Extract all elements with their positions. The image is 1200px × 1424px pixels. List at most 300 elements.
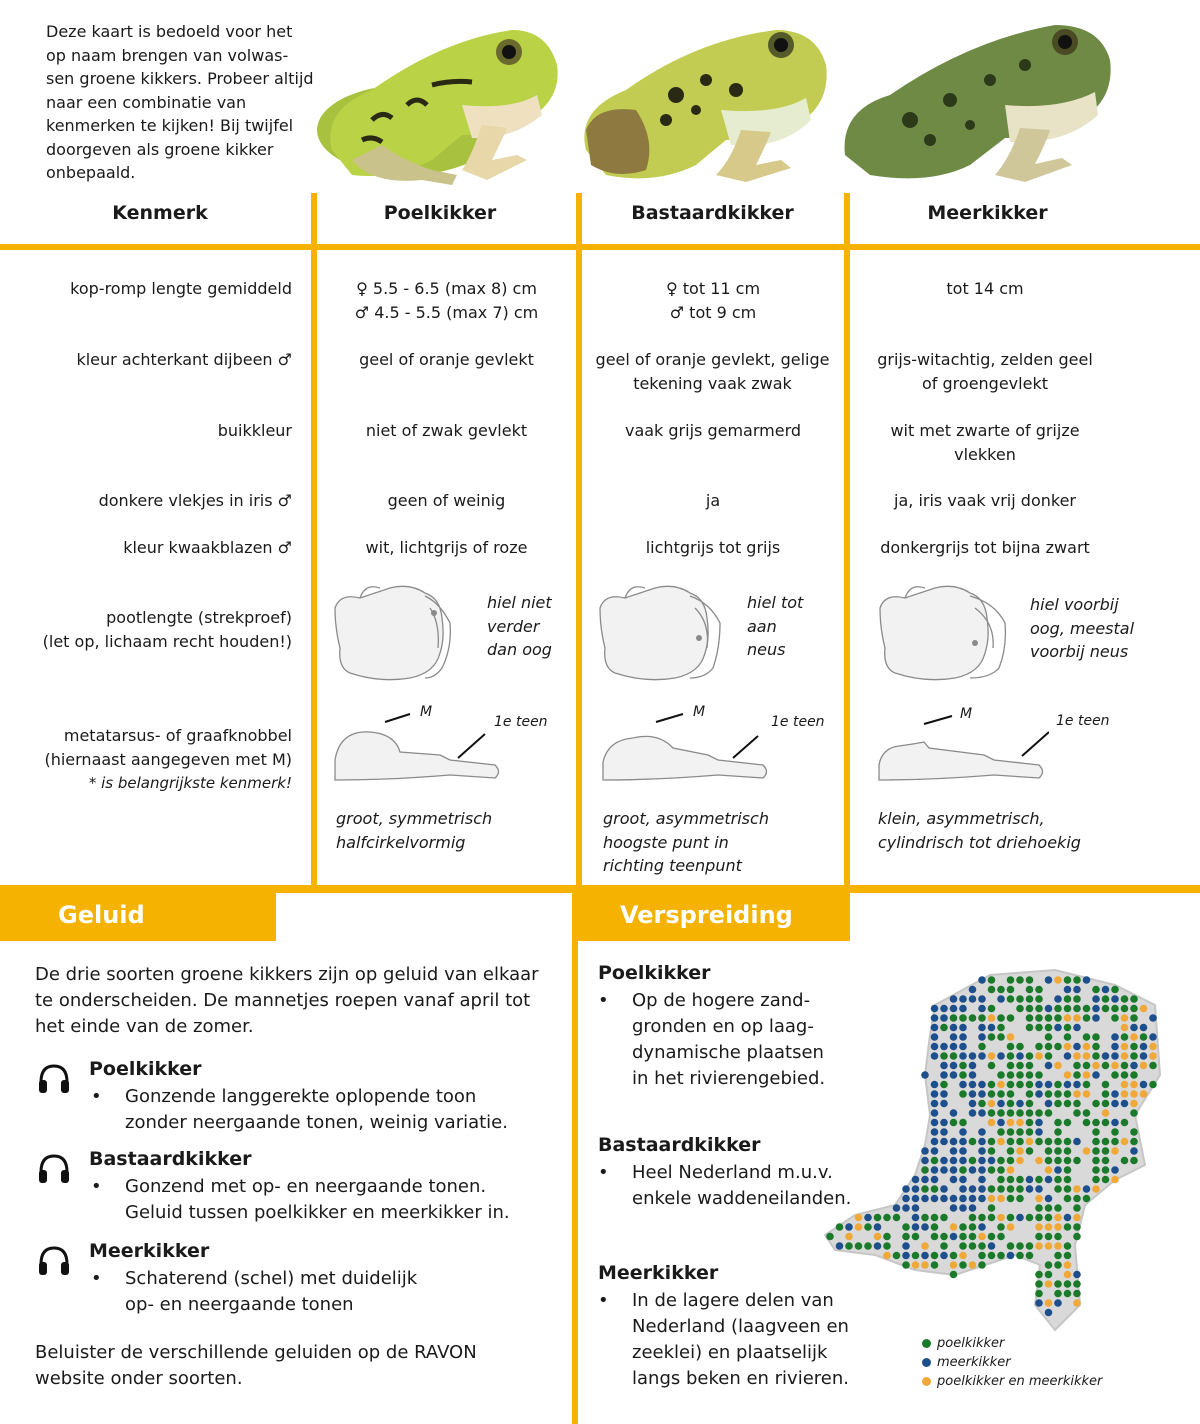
map-dot: [912, 1261, 920, 1269]
row-label-poot: pootlengte (strekproef) (let op, lichaam recht houden!): [42, 608, 292, 651]
map-dot: [959, 1147, 967, 1155]
map-dot: [1007, 1252, 1015, 1260]
map-dot: [1045, 1052, 1053, 1060]
map-dot: [1007, 1109, 1015, 1117]
map-dot: [969, 1071, 977, 1079]
map-dot: [1102, 986, 1110, 994]
map-dot: [1102, 1166, 1110, 1174]
map-dot: [1054, 1090, 1062, 1098]
map-dot: [969, 1195, 977, 1203]
map-dot: [883, 1233, 891, 1241]
map-dot: [1026, 1242, 1034, 1250]
map-dot: [1035, 1005, 1043, 1013]
map-dot: [1054, 1176, 1062, 1184]
map-dot: [1035, 1052, 1043, 1060]
map-dot: [978, 1195, 986, 1203]
map-dot: [1054, 1081, 1062, 1089]
map-dot: [1073, 1233, 1081, 1241]
map-dot: [1035, 1204, 1043, 1212]
map-dot: [1083, 1185, 1091, 1193]
map-dot: [902, 1204, 910, 1212]
map-dot: [1083, 1081, 1091, 1089]
map-dot: [988, 1204, 996, 1212]
map-dot: [1064, 1071, 1072, 1079]
map-dot: [1130, 1147, 1138, 1155]
map-dot: [921, 1147, 929, 1155]
map-dot: [912, 1176, 920, 1184]
map-dot: [988, 1052, 996, 1060]
map-dot: [921, 1185, 929, 1193]
map-dot: [959, 1195, 967, 1203]
map-dot: [1064, 1081, 1072, 1089]
map-dot: [969, 1109, 977, 1117]
map-dot: [1092, 1062, 1100, 1070]
map-dot: [1026, 1100, 1034, 1108]
map-dot: [969, 1157, 977, 1165]
map-dot: [1102, 1005, 1110, 1013]
map-dot: [1149, 1043, 1157, 1051]
map-dot: [1064, 1214, 1072, 1222]
geluid-poel-text: [91, 1084, 525, 1136]
map-dot: [1026, 1252, 1034, 1260]
versp-bastaard-title: Bastaardkikker: [598, 1134, 761, 1156]
map-dot: [978, 1214, 986, 1222]
map-dot: [978, 1138, 986, 1146]
map-dot: [1092, 986, 1100, 994]
map-dot: [1083, 1014, 1091, 1022]
map-dot: [969, 1138, 977, 1146]
map-dot: [940, 1185, 948, 1193]
map-dot: [950, 1176, 958, 1184]
map-dot: [1073, 1195, 1081, 1203]
map-dot: [1092, 1043, 1100, 1051]
map-dot: [1035, 1071, 1043, 1079]
map-dot: [931, 1147, 939, 1155]
map-dot: [1102, 1138, 1110, 1146]
map-dot: [940, 1128, 948, 1136]
map-dot: [988, 1147, 996, 1155]
map-dot: [1007, 1242, 1015, 1250]
map-dot: [921, 1195, 929, 1203]
meer-knobbel: klein, asymmetrisch, cylindrisch tot driehoekig: [878, 809, 1081, 852]
map-dot: [988, 1014, 996, 1022]
map-dot: [1073, 1024, 1081, 1032]
map-dot: [902, 1242, 910, 1250]
map-dot: [1035, 1157, 1043, 1165]
map-dot: [1054, 995, 1062, 1003]
map-dot: [969, 1052, 977, 1060]
map-dot: [978, 1090, 986, 1098]
map-dot: [940, 1005, 948, 1013]
row-label-iris: donkere vlekjes in iris ♂: [98, 491, 292, 510]
map-dot: [1026, 1024, 1034, 1032]
map-dot: [931, 1119, 939, 1127]
map-dot: [940, 1100, 948, 1108]
map-dot: [1054, 1280, 1062, 1288]
map-dot: [959, 995, 967, 1003]
map-dot: [997, 1100, 1005, 1108]
map-dot: [874, 1233, 882, 1241]
map-dot: [959, 1043, 967, 1051]
row-label-knobbel-2: (hiernaast aangegeven met M): [44, 750, 292, 769]
map-dot: [988, 1138, 996, 1146]
map-dot: [931, 1014, 939, 1022]
map-dot: [1140, 1062, 1148, 1070]
bullet: •: [598, 1162, 609, 1183]
map-dot: [1130, 995, 1138, 1003]
map-dot: [1092, 1176, 1100, 1184]
map-dot: [1092, 1119, 1100, 1127]
map-dot: [1045, 1024, 1053, 1032]
map-dot: [1045, 1242, 1053, 1250]
row-label-buik: buikkleur: [217, 421, 292, 440]
intro-text: Deze kaart is bedoeld voor het op naam brengen van volwas-sen groene kikkers. Probeer altijd naar een combinatie van kenmerken te kijken! Bij twijfel doorgeven als groene kikker onbepaald.: [46, 22, 314, 182]
map-dot: [1054, 976, 1062, 984]
map-dot: [959, 1128, 967, 1136]
map-dot: [1054, 1043, 1062, 1051]
map-dot: [959, 1052, 967, 1060]
map-dot: [940, 1081, 948, 1089]
map-dot: [1111, 1147, 1119, 1155]
map-dot: [1092, 995, 1100, 1003]
map-dot: [1073, 1290, 1081, 1298]
map-dot: [1007, 1214, 1015, 1222]
map-dot: [959, 1024, 967, 1032]
foot-drawing-poel: [330, 710, 505, 790]
header-meerkikker: Meerkikker: [927, 202, 1048, 224]
meer-teen-label: 1e teen: [1056, 713, 1110, 729]
map-dot: [959, 1138, 967, 1146]
map-dot: [950, 1014, 958, 1022]
map-dot: [1026, 1090, 1034, 1098]
map-dot: [1064, 995, 1072, 1003]
bullet: •: [598, 1290, 609, 1311]
map-dot: [1045, 1223, 1053, 1231]
map-dot: [1064, 1090, 1072, 1098]
map-dot: [959, 1185, 967, 1193]
map-dot: [997, 1071, 1005, 1079]
map-dot: [1035, 1242, 1043, 1250]
map-dot: [864, 1223, 872, 1231]
map-dot: [1130, 1062, 1138, 1070]
map-dot: [1064, 1185, 1072, 1193]
row-label-dijbeen: kleur achterkant dijbeen ♂: [76, 350, 292, 369]
map-dot: [978, 1166, 986, 1174]
map-dot: [940, 1195, 948, 1203]
map-dot: [950, 1138, 958, 1146]
map-dot: [969, 1204, 977, 1212]
map-dot: [940, 1024, 948, 1032]
map-dot: [1111, 1128, 1119, 1136]
map-dot: [893, 1204, 901, 1212]
map-dot: [1007, 1033, 1015, 1041]
map-dot: [1007, 976, 1015, 984]
map-dot: [1007, 1223, 1015, 1231]
frog-image-bastaardkikker: [576, 10, 838, 190]
frog-image-poelkikker: [312, 10, 574, 190]
map-dot: [1102, 1100, 1110, 1108]
map-dot: [988, 1090, 996, 1098]
map-dot: [1026, 976, 1034, 984]
map-dot: [1016, 1081, 1024, 1089]
map-dot: [1064, 986, 1072, 994]
map-dot: [997, 1214, 1005, 1222]
map-dot: [1092, 1033, 1100, 1041]
map-dot: [845, 1233, 853, 1241]
map-dot: [1073, 1071, 1081, 1079]
map-dot: [1073, 976, 1081, 984]
headphones-icon[interactable]: [36, 1060, 72, 1096]
map-dot: [950, 1271, 958, 1279]
map-dot: [931, 1252, 939, 1260]
map-dot: [978, 1128, 986, 1136]
map-dot: [1045, 1147, 1053, 1155]
map-dot: [1064, 1033, 1072, 1041]
map-dot: [1140, 1090, 1148, 1098]
map-dot: [931, 1043, 939, 1051]
map-dot: [1007, 1166, 1015, 1174]
map-dot: [959, 1204, 967, 1212]
map-dot: [1130, 1090, 1138, 1098]
map-dot: [931, 1109, 939, 1117]
map-dot: [978, 995, 986, 1003]
map-dot: [931, 1261, 939, 1269]
map-dot: [931, 1052, 939, 1060]
poel-iris: geen of weinig: [387, 491, 506, 510]
map-dot: [969, 1081, 977, 1089]
map-dot: [997, 1024, 1005, 1032]
map-dot: [997, 1109, 1005, 1117]
map-dot: [1054, 1005, 1062, 1013]
map-dot: [969, 1261, 977, 1269]
map-dot: [978, 1242, 986, 1250]
map-dot: [1016, 1185, 1024, 1193]
map-dot: [959, 1261, 967, 1269]
map-dot: [836, 1242, 844, 1250]
map-dot: [997, 1166, 1005, 1174]
map-dot: [950, 1033, 958, 1041]
map-dot: [959, 1252, 967, 1260]
bullet: •: [91, 1268, 102, 1289]
map-dot: [969, 1185, 977, 1193]
map-dot: [1016, 976, 1024, 984]
map-dot: [950, 1043, 958, 1051]
map-dot: [1121, 1014, 1129, 1022]
map-dot: [1007, 1157, 1015, 1165]
map-dot: [1111, 1176, 1119, 1184]
map-dot: [931, 1166, 939, 1174]
map-dot: [1026, 1062, 1034, 1070]
map-dot: [950, 1024, 958, 1032]
map-dot: [931, 1005, 939, 1013]
map-dot: [1111, 1166, 1119, 1174]
map-dot: [1064, 1166, 1072, 1174]
frog-image-meerkikker: [840, 10, 1125, 190]
map-dot: [1007, 1100, 1015, 1108]
map-dot: [988, 1157, 996, 1165]
map-dot: [997, 995, 1005, 1003]
map-dot: [1054, 1138, 1062, 1146]
map-dot: [1102, 1119, 1110, 1127]
poel-poot: hiel niet verder dan oog: [487, 593, 552, 659]
map-dot: [940, 1062, 948, 1070]
map-dot: [1121, 1043, 1129, 1051]
map-dot: [1111, 1138, 1119, 1146]
map-dot: [1140, 1024, 1148, 1032]
map-dot: [997, 1252, 1005, 1260]
map-dot: [969, 986, 977, 994]
headphones-icon[interactable]: [36, 1150, 72, 1186]
map-dot: [1035, 1119, 1043, 1127]
map-dot: [978, 1052, 986, 1060]
map-dot: [1064, 1005, 1072, 1013]
map-dot: [1035, 1233, 1043, 1241]
map-dot: [950, 1261, 958, 1269]
map-dot: [1026, 1071, 1034, 1079]
map-dot: [883, 1214, 891, 1222]
map-dot: [1054, 1223, 1062, 1231]
map-dot: [1026, 1005, 1034, 1013]
section-divider: [0, 885, 1200, 893]
map-dot: [950, 1109, 958, 1117]
map-dot: [988, 1195, 996, 1203]
map-dot: [931, 1138, 939, 1146]
map-dot: [1092, 1147, 1100, 1155]
map-dot: [1073, 1299, 1081, 1307]
map-dot: [1026, 1176, 1034, 1184]
map-dot: [1016, 1176, 1024, 1184]
map-dot: [988, 976, 996, 984]
map-dot: [921, 1214, 929, 1222]
map-dot: [950, 1005, 958, 1013]
map-dot: [1064, 1147, 1072, 1155]
map-dot: [1035, 1081, 1043, 1089]
poel-teen-label: 1e teen: [494, 714, 548, 730]
map-dot: [1045, 1005, 1053, 1013]
map-dot: [1121, 1033, 1129, 1041]
geluid-bastaard-text: [91, 1174, 535, 1226]
meer-kwaak: donkergrijs tot bijna zwart: [880, 538, 1090, 557]
map-dot: [978, 1043, 986, 1051]
map-dot: [1121, 1005, 1129, 1013]
headphones-icon[interactable]: [36, 1242, 72, 1278]
map-dot: [893, 1214, 901, 1222]
map-dot: [1073, 995, 1081, 1003]
map-dot: [1111, 986, 1119, 994]
map-dot: [1054, 1252, 1062, 1260]
map-dot: [988, 1252, 996, 1260]
map-dot: [969, 995, 977, 1003]
map-dot: [931, 1214, 939, 1222]
map-dot: [1111, 1071, 1119, 1079]
map-dot: [1035, 1138, 1043, 1146]
versp-meer-desc: In de lagere delen van Nederland (laagveen en zeeklei) en plaatselijk langs beken en rivieren.: [632, 1290, 849, 1389]
map-dot: [959, 1071, 967, 1079]
bastaard-kwaak: lichtgrijs tot grijs: [645, 538, 781, 557]
geluid-poel-desc: Gonzende langgerekte oplopende toon zonder neergaande tonen, weinig variatie.: [125, 1086, 508, 1133]
map-dot: [1073, 1138, 1081, 1146]
map-dot: [988, 1242, 996, 1250]
map-dot: [1016, 1109, 1024, 1117]
map-dot: [959, 1062, 967, 1070]
map-dot: [1007, 1071, 1015, 1079]
map-dot: [997, 1119, 1005, 1127]
map-dot: [1016, 1138, 1024, 1146]
map-dot: [950, 1233, 958, 1241]
map-dot: [1045, 1280, 1053, 1288]
map-dot: [1073, 1280, 1081, 1288]
map-dot: [969, 1166, 977, 1174]
poel-knobbel: groot, symmetrisch halfcirkelvormig: [336, 809, 493, 852]
map-dot: [1149, 1081, 1157, 1089]
map-dot: [921, 1252, 929, 1260]
map-dot: [1130, 1109, 1138, 1117]
map-dot: [931, 1024, 939, 1032]
map-dot: [1045, 1014, 1053, 1022]
map-dot: [1016, 1128, 1024, 1136]
map-dot: [1026, 1081, 1034, 1089]
map-dot: [997, 1138, 1005, 1146]
map-dot: [912, 1252, 920, 1260]
map-dot: [969, 1214, 977, 1222]
map-dot: [1083, 1071, 1091, 1079]
map-dot: [1016, 1005, 1024, 1013]
map-dot: [836, 1223, 844, 1231]
geluid-meer-desc: Schaterend (schel) met duidelijk op- en neergaande tonen: [125, 1268, 418, 1315]
map-dot: [921, 1242, 929, 1250]
map-dot: [988, 1062, 996, 1070]
map-dot: [1045, 1176, 1053, 1184]
map-dot: [1045, 1166, 1053, 1174]
map-dot: [1026, 1052, 1034, 1060]
map-dot: [988, 1033, 996, 1041]
map-dot: [1035, 1185, 1043, 1193]
map-dot: [1026, 995, 1034, 1003]
legend-beide: poelkikker en meerkikker: [922, 1374, 1102, 1389]
map-dot: [1140, 1052, 1148, 1060]
map-dot: [1054, 1128, 1062, 1136]
map-dot: [997, 1157, 1005, 1165]
map-dot: [902, 1252, 910, 1260]
map-dot: [1016, 1242, 1024, 1250]
map-dot: [1149, 1052, 1157, 1060]
map-dot: [1073, 1223, 1081, 1231]
map-dot: [1083, 976, 1091, 984]
map-dot: [1054, 1024, 1062, 1032]
map-dot: [1111, 1100, 1119, 1108]
map-dot: [1121, 1090, 1129, 1098]
map-dot: [1130, 1100, 1138, 1108]
map-dot: [997, 1176, 1005, 1184]
map-dot: [1140, 1033, 1148, 1041]
map-dot: [1026, 1147, 1034, 1155]
map-dot: [997, 1033, 1005, 1041]
map-dot: [959, 1081, 967, 1089]
map-dot: [1083, 1119, 1091, 1127]
map-dot: [1054, 1062, 1062, 1070]
map-dot: [902, 1195, 910, 1203]
map-dot: [921, 1223, 929, 1231]
map-dot: [959, 1005, 967, 1013]
map-dot: [1064, 1024, 1072, 1032]
map-dot: [931, 1128, 939, 1136]
map-dot: [959, 1157, 967, 1165]
bottom-column-divider: [572, 885, 578, 1424]
map-dot: [1054, 1166, 1062, 1174]
geluid-bastaard-title: Bastaardkikker: [89, 1148, 252, 1170]
map-dot: [988, 1119, 996, 1127]
map-dot: [1054, 1147, 1062, 1155]
